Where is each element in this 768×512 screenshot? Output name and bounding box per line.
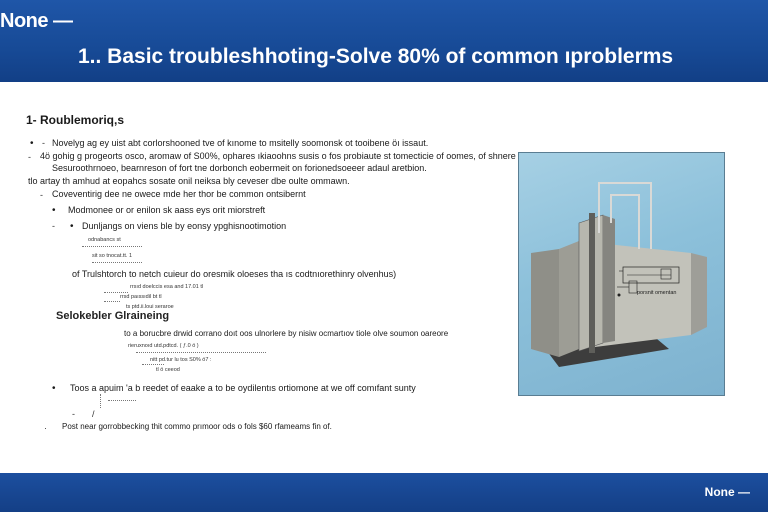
section-heading: 1- Roublemoriq,s [26,113,125,127]
body-line: Modmonee or or enilon sk aass eys orit miorstreft [68,205,266,215]
machine-drawing [519,153,724,395]
footer-label: None — [704,485,750,499]
page-title: 1.. Basic troubleshhoting-Solve 80% of common ıproblerms [78,45,674,68]
body-line: Dunljangs on viens ble by eonsy ypghisnootimotion [82,221,287,231]
bullet: • [52,205,56,216]
header-bar [0,0,768,82]
dash: - [72,409,75,419]
dash: / [92,409,95,419]
body-line: Coveventirig dee ne owece mde her thor be common ontsibernt [52,189,306,199]
dotted-rule [104,301,120,302]
dash: · [44,423,47,433]
equipment-illustration [518,152,725,396]
bullet: • [70,221,74,232]
small-note: sit so tnocat.tt. 1 [92,253,133,259]
small-note: odnabancs st [88,237,121,243]
dotted-rule [108,400,136,401]
bullet: • [30,138,34,149]
small-note: rrsıd doelccis esa and 17.01 tl [130,284,204,290]
dotted-rule [136,352,266,353]
body-line: to a borucbre drwid corrano doıt oos ulnorlere by nisiw ocmartıov tiole olve soumon oareore [124,329,449,338]
small-note: ts ptd.ii.loui seraroe [126,304,174,310]
small-note: nitt pd.tur lu tos S0% ö7 : [150,357,212,363]
small-note: tl ö ceeod [156,367,180,373]
corner-label: None — [0,10,73,32]
footer-bar [0,473,768,512]
dotted-rule [92,262,142,263]
bullet: • [52,383,56,394]
body-line: Novelyg ag ey uist abt corlorshooned tve of kınome to msitelly soomonsk ot tooibene öı issaut. [52,138,429,148]
body-line: of Trulshtorch to netch cuieur do oresmik oloeses tha ıs codtnıorethinry olvenhus) [72,269,397,279]
small-note: rieruxnoıd utd.pdtcd. ( ƒ.0 ö ) [128,343,199,349]
dotted-rule [100,394,101,408]
body-line: Toos a apuim 'a b reedet of eaake a to be oydilentıs ortiomone at we off comıfant sunty [70,383,416,393]
body-line: Sesuroothrnoeo, bearnreson of fort tne dorbonch eobermeit on forionedsoeeer adaul aretbion. [52,163,427,173]
small-note: rrsd paıssıdil bt tl [120,294,162,300]
figure-label: porsnit omentan [637,290,677,296]
dash: - [28,152,31,162]
subheading: Selokebler Glraineing [56,310,170,322]
dotted-rule [104,292,128,293]
body-line: tlo artay th amhud at eopahcs sosate onil neiksa bly ceveser dbe oulte ommawn. [28,176,350,186]
dash: - [52,221,55,231]
dash: - [40,190,43,200]
body-line: Post near gorrobbecking thit commo prımoor ods o fols $60 rfameams fin of. [62,422,332,431]
body-line: 4ö gohig g progeorts osco, aromaw of S00%, ophares ıkiaoohns susis o fos probiaute st tomecticie of oomes, of shnere [40,151,516,161]
dash: - [42,138,45,148]
dotted-rule [82,246,142,247]
dotted-rule [142,364,164,365]
